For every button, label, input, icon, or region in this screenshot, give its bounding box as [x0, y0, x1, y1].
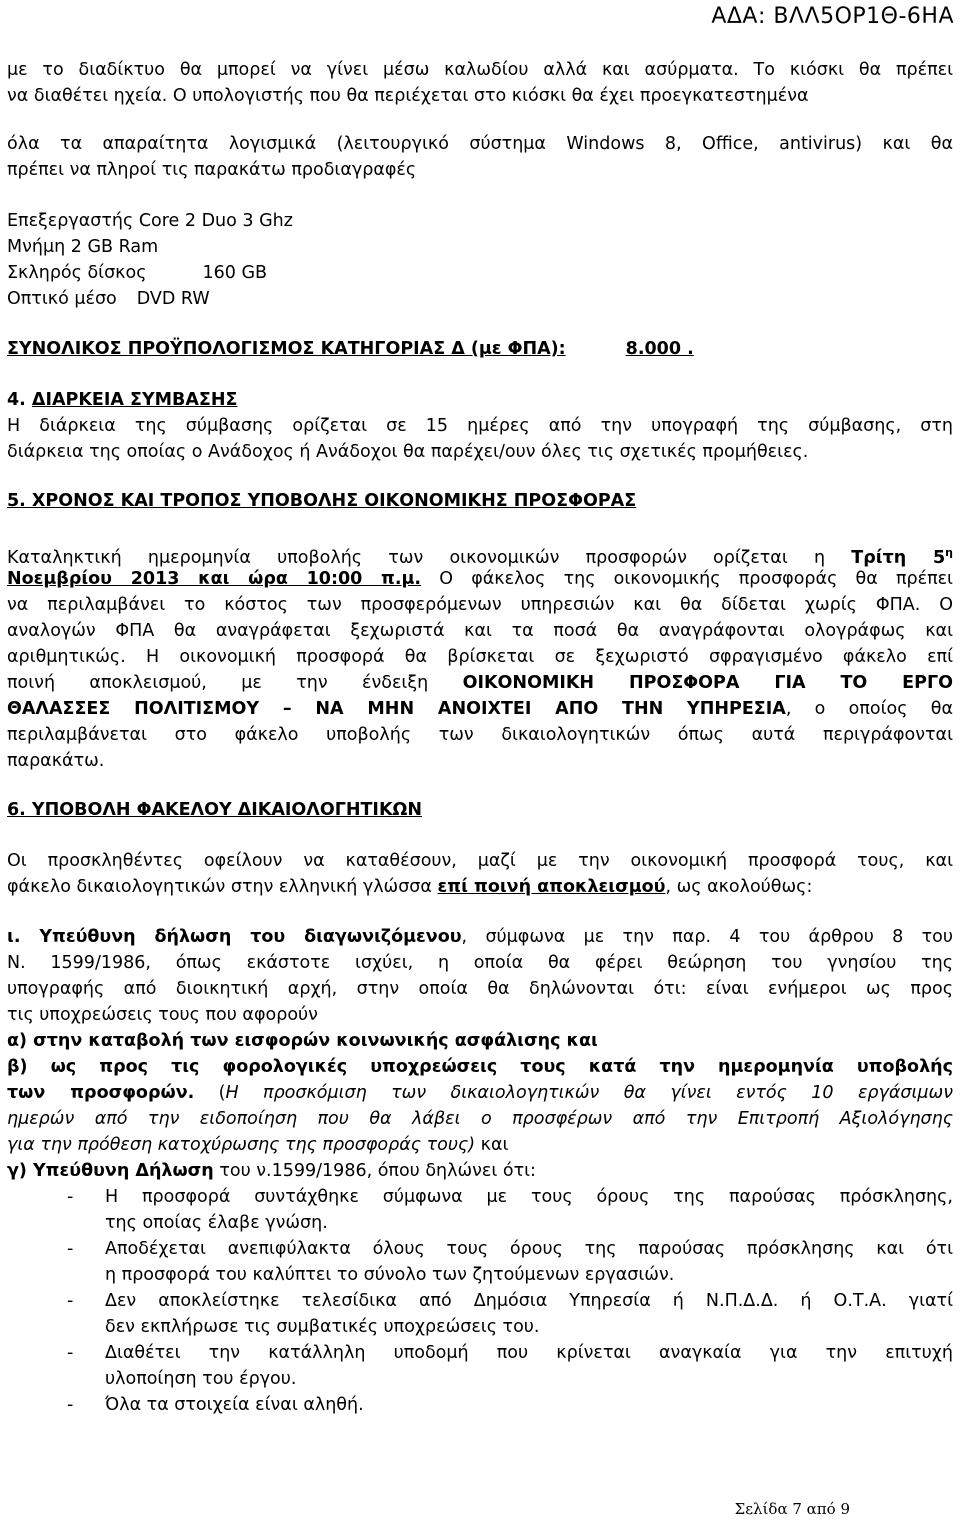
dash-bullet: - [67, 1395, 74, 1415]
spec-optical-value: DVD RW [136, 289, 210, 309]
item-i-line [7, 924, 953, 950]
section-5-line: να περιλαμβάνει το κόστος των προσφερόμενων υπηρεσιών και θα δίδεται χωρίς ΦΠΑ. Ο [7, 595, 953, 615]
section-4-heading [7, 387, 238, 413]
deadline-day: Τρίτη $5^\eta$ [851, 546, 953, 568]
item-i-text: , σύμφωνα με την παρ. 4 του άρθρου 8 του [461, 927, 953, 947]
item-b-title: των προσφορών. [7, 1083, 195, 1103]
section-5-text: Ο φάκελος της οικονομικής προσφοράς θα πρέπει [421, 569, 953, 589]
item-b-note-line: ημερών από την ειδοποίηση που θα λάβει ο προσφέρων από την Επιτροπή Αξιολόγησης [7, 1109, 953, 1129]
section-4-number: 4. [7, 390, 26, 410]
section-4-line: διάρκεια της οποίας ο Ανάδοχος ή Ανάδοχοι θα παρέχει/ουν όλες τις σχετικές προμήθειες. [7, 442, 809, 462]
section-6-line [7, 874, 812, 900]
section-5-title: 5. ΧΡΟΝΟΣ ΚΑΙ ΤΡΟΠΟΣ ΥΠΟΒΟΛΗΣ ΟΙΚΟΝΟΜΙΚΗΣ ΠΡΟΣΦΟΡΑΣ [7, 491, 637, 511]
section-6-text: φάκελο δικαιολογητικών στην ελληνική γλώσσα [7, 877, 438, 897]
envelope-label: ΘΑΛΑΣΣΕΣ ΠΟΛΙΤΙΣΜΟΥ – ΝΑ ΜΗΝ ΑΝΟΙΧΤΕΙ ΑΠΟ ΤΗΝ ΥΠΗΡΕΣΙΑ [7, 699, 786, 719]
item-i-line: υπογραφής από διοικητική αρχή, στην οποία θα δηλώνονται ότι: είναι ενήμεροι ως προς [7, 979, 953, 999]
dash-bullet: - [67, 1187, 74, 1207]
item-g-title: γ) Υπεύθυνη Δήλωση [7, 1161, 214, 1181]
section-5-line [7, 566, 953, 592]
spec-optical-label: Οπτικό μέσο [7, 289, 117, 309]
section-6-line: Οι προσκληθέντες οφείλουν να καταθέσουν, μαζί με την οικονομική προσφορά τους, και [7, 851, 953, 871]
declaration-item: της οποίας έλαβε γνώση. [105, 1213, 328, 1233]
spec-optical [7, 286, 210, 312]
dash-bullet: - [67, 1343, 74, 1363]
section-5-text: ποινή αποκλεισμού, με την ένδειξη [7, 673, 429, 693]
budget-line [7, 336, 694, 362]
spec-disk [7, 260, 267, 286]
section-5-line [7, 670, 953, 696]
section-5-line: αριθμητικώς. Η οικονομική προσφορά θα βρίσκεται σε ξεχωριστό σφραγισμένο φάκελο επί [7, 647, 953, 667]
intro-line: με το διαδίκτυο θα μπορεί να γίνει μέσω καλωδίου αλλά και ασύρματα. Το κιόσκι θα πρέπει [7, 60, 953, 80]
item-a: α) στην καταβολή των εισφορών κοινωνικής ασφάλισης και [7, 1031, 598, 1051]
section-5-line: παρακάτω. [7, 751, 105, 771]
section-6-title: 6. ΥΠΟΒΟΛΗ ΦΑΚΕΛΟΥ ΔΙΚΑΙΟΛΟΓΗΤΙΚΩΝ [7, 800, 423, 820]
declaration-item: Διαθέτει την κατάλληλη υποδομή που κρίνεται αναγκαία για την επιτυχή [105, 1343, 953, 1363]
budget-value: 8.000 . [625, 339, 694, 359]
section-5-line: αναλογών ΦΠΑ θα αναγράφεται ξεχωριστά και τα ποσά θα αναγράφονται ολογράφως και [7, 621, 953, 641]
section-4-line: Η διάρκεια της σύμβασης ορίζεται σε 15 ημέρες από την υπογραφή της σύμβασης, στη [7, 416, 953, 436]
dash-bullet: - [67, 1239, 74, 1259]
section-5-line [7, 696, 953, 722]
declaration-item: η προσφορά του καλύπτει το σύνολο των ζητούμενων εργασιών. [105, 1265, 675, 1285]
item-b-line: των προσφορών. (Η προσκόμιση των δικαιολογητικών θα γίνει εντός 10 εργάσιμων [7, 1083, 953, 1103]
spec-cpu: Επεξεργαστής Core 2 Duo 3 Ghz [7, 211, 293, 231]
section-6-text: , ως ακολούθως: [665, 877, 813, 897]
intro-line: πρέπει να πληροί τις παρακάτω προδιαγραφές [7, 160, 417, 180]
ada-code: ΑΔΑ: ΒΛΛ5ΟΡ1Θ-6ΗΑ [711, 4, 954, 29]
intro-line: όλα τα απαραίτητα λογισμικά (λειτουργικό σύστημα Windows 8, Office, antivirus) και θα [7, 134, 953, 154]
intro-line: να διαθέτει ηχεία. Ο υπολογιστής που θα περιέχεται στο κιόσκι θα έχει προεγκατεστημένα [7, 86, 809, 106]
item-i-title: ι. Υπεύθυνη δήλωση του διαγωνιζόμενου [7, 927, 462, 947]
declaration-item: Η προσφορά συντάχθηκε σύμφωνα με τους όρους της παρούσας πρόσκλησης, [105, 1187, 953, 1207]
spec-ram: Μνήμη 2 GB Ram [7, 237, 159, 257]
item-b-note: Η προσκόμιση των δικαιολογητικών θα γίνει εντός 10 εργάσιμων [225, 1083, 953, 1103]
spec-disk-value: 160 GB [202, 263, 268, 283]
item-i-line: Ν. 1599/1986, όπως εκάστοτε ισχύει, η οποία θα φέρει θεώρηση του γνησίου της [7, 953, 953, 973]
item-b-line [7, 1132, 508, 1158]
declaration-item: Όλα τα στοιχεία είναι αληθή. [105, 1395, 364, 1415]
declaration-item: Αποδέχεται ανεπιφύλακτα όλους τους όρους της παρούσας πρόσκλησης και ότι [105, 1239, 953, 1259]
item-b-text: και [475, 1135, 509, 1155]
envelope-label: ΟΙΚΟΝΟΜΙΚΗ ΠΡΟΣΦΟΡΑ ΓΙΑ ΤΟ ΕΡΓΟ [462, 673, 953, 693]
declaration-item: υλοποίηση του έργου. [105, 1369, 297, 1389]
section-4-title: ΔΙΑΡΚΕΙΑ ΣΥΜΒΑΣΗΣ [31, 390, 238, 410]
declaration-item: Δεν αποκλείστηκε τελεσίδικα από Δημόσια Υπηρεσία ή Ν.Π.Δ.Δ. ή Ο.Τ.Α. γιατί [105, 1291, 953, 1311]
deadline-date: Νοεμβρίου 2013 και ώρα 10:00 π.μ. [7, 569, 422, 589]
section-5-text: Καταληκτική ημερομηνία υποβολής των οικονομικών προσφορών ορίζεται η [7, 547, 826, 568]
item-b-note: για την πρόθεση κατοχύρωσης της προσφοράς τους) [7, 1135, 476, 1155]
item-i-line: τις υποχρεώσεις τους που αφορούν [7, 1005, 318, 1025]
item-g-text: του ν.1599/1986, όπου δηλώνει ότι: [213, 1161, 536, 1181]
item-b-line: β) ως προς τις φορολογικές υποχρεώσεις τους κατά την ημερομηνία υποβολής [7, 1057, 953, 1077]
section-5-line: περιλαμβάνεται στο φάκελο υποβολής των δικαιολογητικών όπως αυτά περιγράφονται [7, 725, 953, 745]
budget-label: ΣΥΝΟΛΙΚΟΣ ΠΡΟΫΠΟΛΟΓΙΣΜΟΣ ΚΑΤΗΓΟΡΙΑΣ Δ (με ΦΠΑ): [7, 339, 566, 359]
page-number: Σελίδα 7 από 9 [734, 1500, 850, 1518]
section-5-text: , ο οποίος θα [785, 699, 953, 719]
dash-bullet: - [67, 1291, 74, 1311]
spec-disk-label: Σκληρός δίσκος [7, 263, 147, 283]
item-g-line [7, 1158, 536, 1184]
declaration-item: δεν εκπλήρωσε τις συμβατικές υποχρεώσεις του. [105, 1317, 540, 1337]
exclusion-note: επί ποινή αποκλεισμού [437, 877, 666, 897]
